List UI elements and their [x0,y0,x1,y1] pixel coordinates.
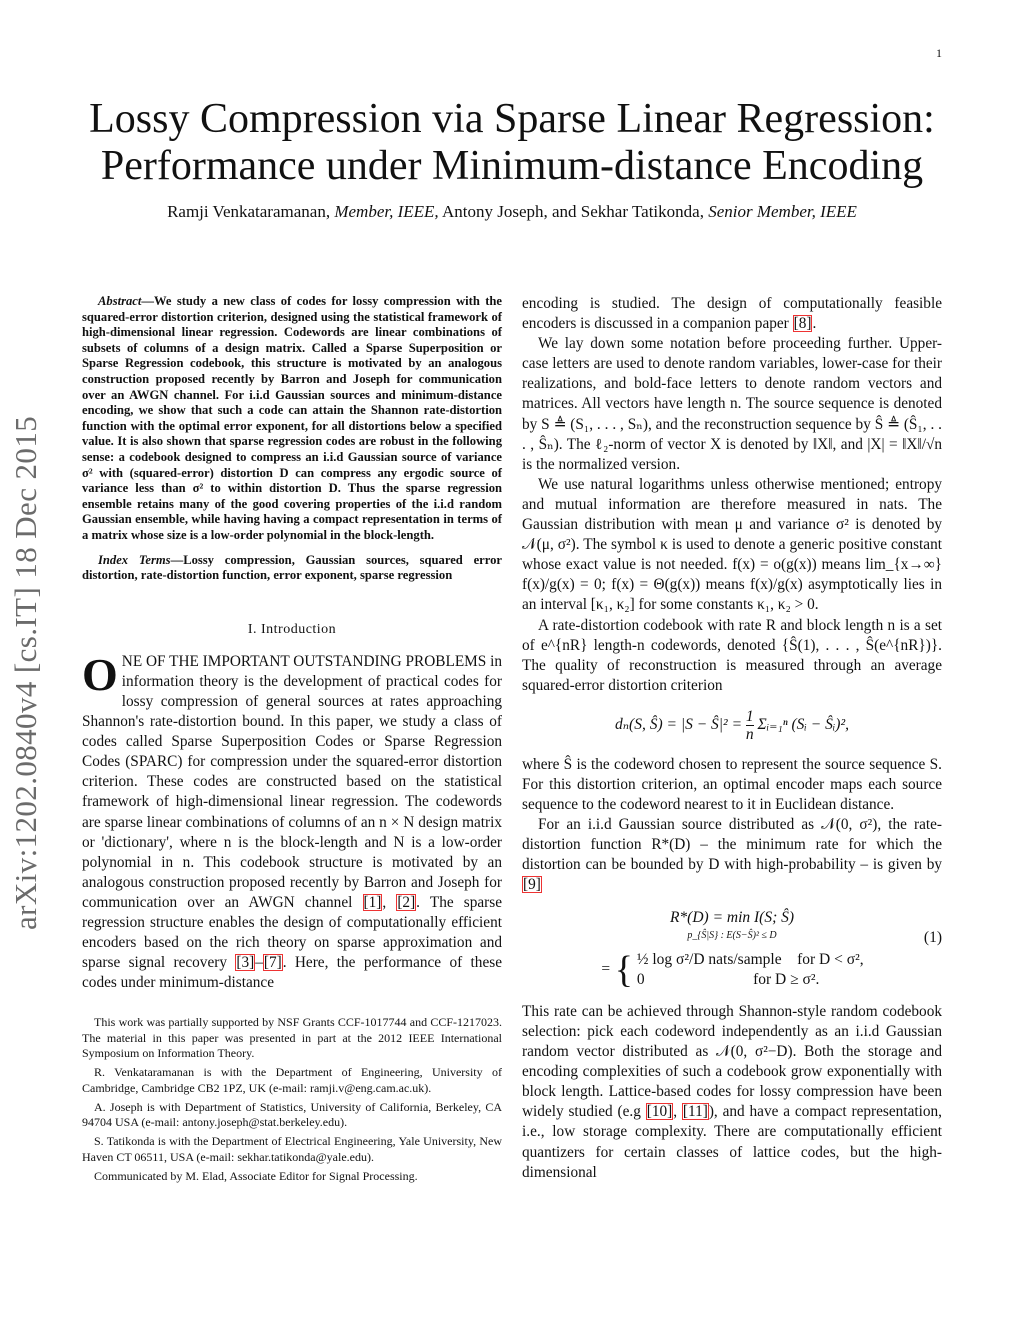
paragraph-codebook: A rate-distortion codebook with rate R and block length n is a set of e^{nR} length-n codewords, denoted {Ŝ(1), . . . , Ŝ(e^{nR})}. The quality of reconstruction is measured through an average squared-error distortion criterion [522,616,942,694]
author-2-3: Antony Joseph, and Sekhar Tatikonda, [441,202,704,221]
intro-paragraph: ONE OF THE IMPORTANT OUTSTANDING PROBLEMS in information theory is the development of practical codes for lossy compression of general sources at rates approaching Shannon's rate-distortion bound. In this paper, we study a class of codes called Sparse Superposition Codes or Sparse Regression Codes (SPARC) for compression under the squared-error distortion criterion. These codes are constructed based on the statistical framework of high-dimensional linear regression. The codewords are sparse linear combinations of columns of an n × N design matrix or 'dictionary', where n is the block-length and N is a low-order polynomial in n. This codebook structure is motivated by an analogous construction proposed recently by Barron and Joseph for communication over an AWGN channel [1], [2]. The sparse regression structure enables the design of computationally efficient encoders based on the rich theory on sparse approximation and sparse signal recovery [3]–[7]. Here, the performance of these codes under minimum-distance [82,648,503,992]
drop-cap: O [82,648,118,700]
citation-link[interactable]: [2] [397,893,416,911]
footnote-author-1: R. Venkataramanan is with the Department of Engineering, University of Cambridge, Cambridge CB2 1PZ, UK (e-mail: ramji.v@eng.cam.ac.uk). [82,1065,502,1095]
left-column [82,294,502,1188]
page-number: 1 [936,46,942,60]
citation-link[interactable]: [9] [523,876,541,894]
right-column [522,294,942,1183]
citation-link[interactable]: [3] [236,954,255,972]
paragraph-encoder: where Ŝ is the codeword chosen to represent the source sequence S. For this distortion criterion, an optimal encoder maps each source sequence to the codeword nearest to it in Euclidean distance. [522,755,942,814]
paper-title [0,96,1024,190]
paragraph-conventions: We use natural logarithms unless otherwise mentioned; entropy and mutual information are therefore measured in nats. The Gaussian distribution with mean μ and variance σ² is denoted by 𝒩(μ, σ²). The symbol κ is used to denote a generic positive constant whose exact value is not needed. f(x) = o(g(x)) means lim_{x→∞} f(x)/g(x) = 0; f(x) = Θ(g(x)) means f(x)/g(x) asymptotically lies in an interval [κ₁, κ₂] for some constants κ₁, κ₂ > 0. [522,475,942,614]
section-heading-introduction: I. Introduction [247,621,337,637]
paragraph-rate-distortion: For an i.i.d Gaussian source distributed as 𝒩(0, σ²), the rate-distortion function R*(D) – the minimum rate for which the distortion can be bounded by D with high-probability – is given by [9] [522,816,942,894]
citation-link[interactable]: [11] [682,1103,708,1121]
footnote-editor: Communicated by M. Elad, Associate Editor for Signal Processing. [94,1169,418,1184]
index-terms: Index Terms—Lossy compression, Gaussian sources, squared error distortion, rate-distortion function, error exponent, sparse regression [82,552,503,583]
author-1-role: Member, IEEE, [334,202,439,221]
paragraph-codebook-selection: This rate can be achieved through Shannon-style random codebook selection: pick each codeword independently as an i.i.d Gaussian random vector distributed as 𝒩(0, σ²−D). Both the storage and encoding complexities of such a codebook grow exponentially with block length. Lattice-based codes for lossy compression have been widely studied (e.g [10], [11]), and have a compact representation, i.e., low storage complexity. There are computationally efficient quantizers for certain classes of lattice codes, but the high-dimensional [522,1002,942,1181]
citation-link[interactable]: [1] [363,893,382,911]
paragraph: encoding is studied. The design of computationally feasible encoders is discussed in a companion paper [8]. [522,295,942,333]
footnote-author-3: S. Tatikonda is with the Department of Electrical Engineering, Yale University, New Haven CT 06511, USA (e-mail: sekhar.tatikonda@yale.edu). [82,1134,502,1164]
author-1: Ramji Venkataramanan, [167,202,331,221]
footnotes [82,1015,502,1184]
fraction: $\frac{1}{n}$ [745,707,754,743]
equation-distortion: dₙ(S, Ŝ) = |S − Ŝ|² = $\frac{1}{n}$ Σᵢ₌₁ⁿ (Sᵢ − Ŝᵢ)², [615,707,849,743]
title-line-2: Performance under Minimum-distance Encoding [100,143,924,189]
author-list [0,202,1024,222]
citation-link[interactable]: [8] [793,315,812,333]
abstract: Abstract—We study a new class of codes for lossy compression with the squared-error distortion criterion, designed using the statistical framework of high-dimensional linear regression. Codewords are linear combinations of subsets of columns of a design matrix. Called a Sparse Superposition or Sparse Regression codebook, this structure is motivated by an analogous construction proposed recently by Barron and Joseph for communication over an AWGN channel. For i.i.d Gaussian sources and minimum-distance encoding, we show that such a code can attain the Shannon rate-distortion function with the optimal error exponent, for all distortions below a specified value. It is also shown that sparse regression codes are robust in the following sense: a codebook designed to compress an i.i.d Gaussian source of variance σ² with (squared-error) distortion D can compress any ergodic source of variance less than σ² to within distortion D. Thus the sparse regression ensemble retains many of the good covering properties of the i.i.d random Gaussian ensemble, while having having a compact representation in terms of a matrix whose size is a low-order polynomial in the block-length. [82,294,502,542]
equation-1-cases: = { ½ log σ²/D nats/sample for D < σ², 0 for D ≥ σ². [600,948,864,991]
footnote-author-2: A. Joseph is with Department of Statistics, University of California, Berkeley, CA 94704 USA (e-mail: antony.joseph@stat.berkeley.edu). [82,1099,502,1130]
title-line-1: Lossy Compression via Sparse Linear Regression: [89,96,935,142]
footnote-funding: This work was partially supported by NSF Grants CCF-1017744 and CCF-1217023. The material in this paper was presented in part at the 2012 IEEE International Symposium on Information Theory. [82,1015,502,1060]
paragraph-notation: We lay down some notation before proceeding further. Upper-case letters are used to denote random variables, lower-case for their realizations, and bold-face letters to denote random vectors and matrices. All vectors have length n. The source sequence is denoted by S ≜ (S₁, . . . , Sₙ), and the reconstruction sequence by Ŝ ≜ (Ŝ₁, . . . , Ŝₙ). The ℓ₂-norm of vector X is denoted by ‖X‖, and |X| = ‖X‖/√n is the normalized version. [522,335,942,473]
equation-1: R*(D) = min I(S; Ŝ) p_{Ŝ|S} : E(S−Ŝ)² ≤ D = { ½ log σ²/D nats/sample for D < σ², 0 for D ≥ σ². (1) [522,908,942,990]
arxiv-identifier-stamp: arXiv:1202.0840v4 [cs.IT] 18 Dec 2015 [8,415,43,930]
citation-link[interactable]: [10] [646,1103,673,1121]
equation-number: (1) [923,928,942,946]
author-3-role: Senior Member, IEEE [708,202,857,221]
citation-link[interactable]: [7] [263,954,282,972]
